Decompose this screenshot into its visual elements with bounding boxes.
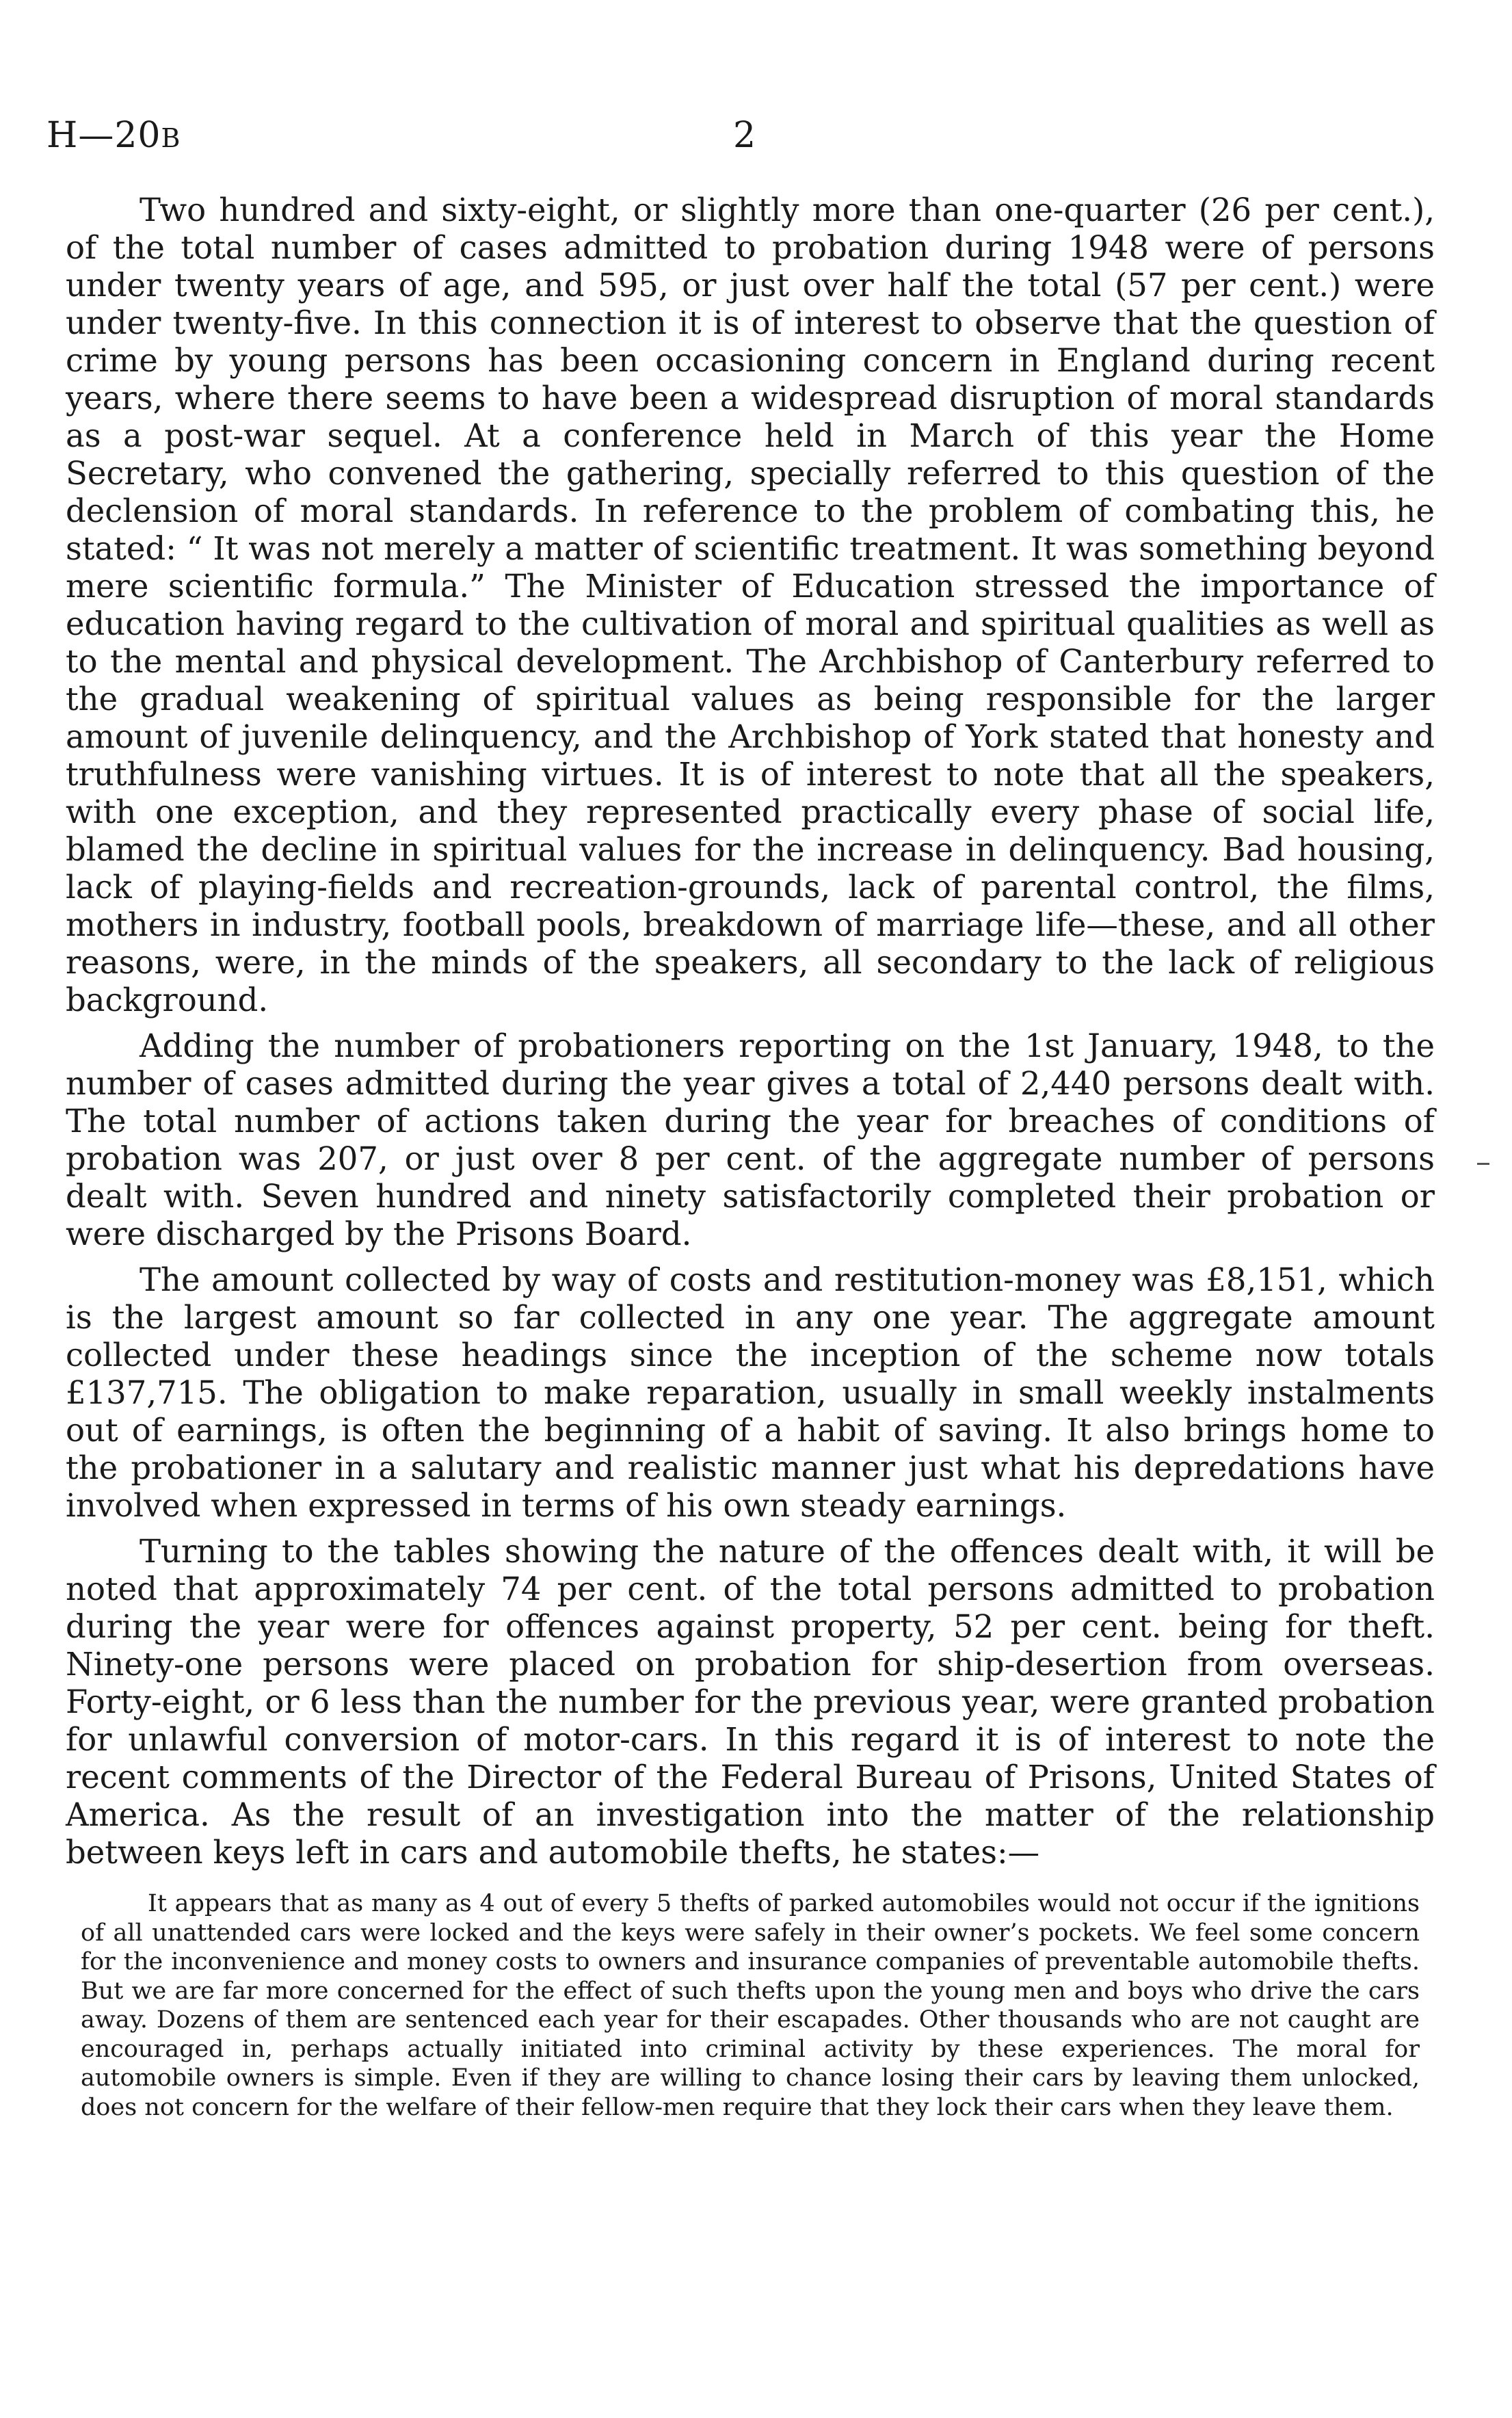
paragraph-restitution-money: The amount collected by way of costs and restitution-money was £8,151, which is the largest amount so far collected in any one year. The aggregate amount collected under these headings since the inception of the scheme now totals £137,715. The obligation to make reparation, usually in small weekly instalments out of earnings, is often the beginning of a habit of saving. It also brings home to the probationer in a salutary and realistic manner just what his depredations have involved when expressed in terms of his own steady earnings. (66, 1261, 1435, 1524)
page-number: 2 (733, 115, 756, 156)
body-text (66, 192, 1435, 2122)
block-quote: It appears that as many as 4 out of every 5 thefts of parked automobiles would not occur if the ignitions of all unattended cars were locked and the keys were safely in their owner’s pockets. We feel some concern for the inconvenience and money costs to owners and insurance companies of preventable automobile thefts. But we are far more concerned for the effect of such thefts upon the young men and boys who drive the cars away. Dozens of them are sentenced each year for their escapades. Other thousands who are not caught are encouraged in, perhaps actually initiated into criminal activity by these experiences. The moral for automobile owners is simple. Even if they are willing to chance losing their cars by leaving them unlocked, does not concern for the welfare of their fellow-men require that they lock their cars when they leave them. (81, 1890, 1420, 2121)
margin-mark (1477, 1163, 1489, 1165)
report-code (47, 115, 181, 156)
report-code-suffix: B (161, 123, 181, 153)
paragraph-offences: Turning to the tables showing the nature of the offences dealt with, it will be noted that approximately 74 per cent. of the total persons admitted to probation during the year were for offences against property, 52 per cent. being for theft. Ninety-one persons were placed on probation for ship-desertion from overseas. Forty-eight, or 6 less than the number for the previous year, were granted probation for unlawful conversion of motor-cars. In this regard it is of interest to note the recent comments of the Director of the Federal Bureau of Prisons, United States of America. As the result of an investigation into the matter of the relationship between keys left in cars and automobile thefts, he states:— (66, 1533, 1435, 1871)
paragraph-juvenile-crime: Two hundred and sixty-eight, or slightly more than one-quarter (26 per cent.), of the total number of cases admitted to probation during 1948 were of persons under twenty years of age, and 595, or just over half the total (57 per cent.) were under twenty-five. In this connection it is of interest to observe that the question of crime by young persons has been occasioning concern in England during recent years, where there seems to have been a widespread disruption of moral standards as a post-war sequel. At a conference held in March of this year the Home Secretary, who convened the gathering, specially referred to this question of the declension of moral standards. In reference to the problem of combating this, he stated: “ It was not merely a matter of scientific treatment. It was something beyond mere scientific formula.” The Minister of Education stressed the importance of education having regard to the cultivation of moral and spiritual qualities as well as to the mental and physical development. The Archbishop of Canterbury referred to the gradual weakening of spiritual values as being responsible for the larger amount of juvenile delinquency, and the Archbishop of York stated that honesty and truthfulness were vanishing virtues. It is of interest to note that all the speakers, with one exception, and they represented practically every phase of social life, blamed the decline in spiritual values for the increase in delinquency. Bad housing, lack of playing-fields and recreation-grounds, lack of parental control, the films, mothers in industry, football pools, breakdown of marriage life—these, and all other reasons, were, in the minds of the speakers, all secondary to the lack of religious background. (66, 192, 1435, 1019)
report-code-main: H—20 (47, 115, 161, 156)
paragraph-probationers-total: Adding the number of probationers reporting on the 1st January, 1948, to the number of cases admitted during the year gives a total of 2,440 persons dealt with. The total number of actions taken during the year for breaches of conditions of probation was 207, or just over 8 per cent. of the aggregate number of persons dealt with. Seven hundred and ninety satisfactorily completed their probation or were discharged by the Prisons Board. (66, 1027, 1435, 1252)
